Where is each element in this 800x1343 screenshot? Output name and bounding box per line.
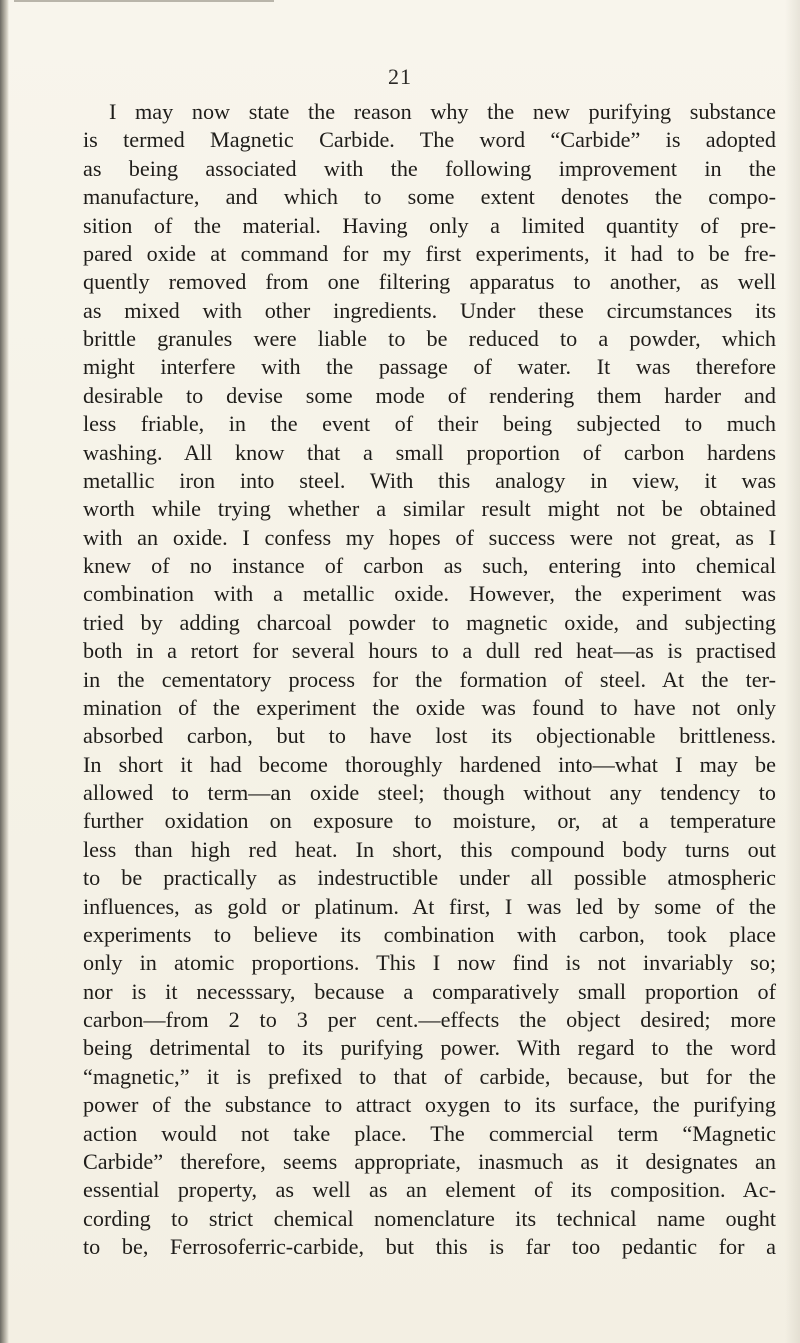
text-line: further oxidation on exposure to moisture, or, at a temperature	[83, 808, 776, 834]
text-line: tried by adding charcoal powder to magnetic oxide, and subjecting	[83, 609, 776, 635]
text-line: desirable to devise some mode of rendering them harder and	[83, 382, 776, 408]
text-line: influences, as gold or platinum. At first, I was led by some of the	[83, 893, 776, 919]
page-top-edge-mark	[14, 0, 274, 2]
text-line: knew of no instance of carbon as such, entering into chemical	[83, 553, 776, 578]
text-line: action would not take place. The commercial term “Magnetic	[83, 1120, 776, 1146]
text-line: might interfere with the passage of water. It was therefore	[83, 354, 776, 380]
text-line: as being associated with the following improvement in the	[83, 155, 776, 181]
text-line: combination with a metallic oxide. However, the experiment was	[83, 581, 776, 607]
text-line: quently removed from one filtering apparatus to another, as well	[83, 269, 776, 295]
text-line: pared oxide at command for my first experiments, it had to be fre-	[83, 240, 776, 266]
text-line: to be practically as indestructible under all possible atmospheric	[83, 865, 776, 891]
text-line: “magnetic,” it is prefixed to that of carbide, because, but for the	[83, 1063, 776, 1089]
text-line: in the cementatory process for the formation of steel. At the ter-	[83, 666, 776, 692]
text-line: with an oxide. I confess my hopes of success were not great, as I	[83, 524, 776, 550]
body-text	[83, 98, 776, 1261]
text-line: to be, Ferrosoferric-carbide, but this is far too pedantic for a	[83, 1234, 776, 1259]
text-line: less than high red heat. In short, this compound body turns out	[83, 836, 776, 862]
text-line: both in a retort for several hours to a dull red heat—as is practised	[83, 638, 776, 664]
text-line: experiments to believe its combination with carbon, took place	[83, 921, 776, 947]
text-line: brittle granules were liable to be reduced to a powder, which	[83, 326, 776, 351]
text-line: being detrimental to its purifying power. With regard to the word	[83, 1035, 776, 1061]
text-line: Carbide” therefore, seems appropriate, inasmuch as it designates an	[83, 1148, 776, 1174]
text-line: In short it had become thoroughly hardened into—what I may be	[83, 751, 776, 777]
text-line: metallic iron into steel. With this analogy in view, it was	[83, 467, 776, 493]
text-line: only in atomic proportions. This I now find is not invariably so;	[83, 950, 776, 976]
text-line: mination of the experiment the oxide was found to have not only	[83, 694, 776, 720]
text-line: I may now state the reason why the new purifying substance	[109, 99, 776, 124]
page-number: 21	[388, 64, 412, 89]
page-right-margin	[785, 0, 800, 1343]
text-line: manufacture, and which to some extent denotes the compo-	[83, 184, 776, 210]
text-line: essential property, as well as an element of its composition. Ac-	[83, 1177, 776, 1203]
text-line: cording to strict chemical nomenclature its technical name ought	[83, 1205, 776, 1231]
text-line: less friable, in the event of their being subjected to much	[83, 411, 776, 437]
text-line: is termed Magnetic Carbide. The word “Carbide” is adopted	[83, 127, 776, 153]
page-left-edge-shadow	[0, 0, 9, 1343]
text-line: power of the substance to attract oxygen to its surface, the purifying	[83, 1092, 776, 1118]
text-line: worth while trying whether a similar result might not be obtained	[83, 496, 776, 522]
text-line: nor is it necesssary, because a comparatively small proportion of	[83, 978, 776, 1004]
text-line: sition of the material. Having only a limited quantity of pre-	[83, 212, 776, 238]
text-line: absorbed carbon, but to have lost its objectionable brittleness.	[83, 723, 776, 749]
text-line: carbon—from 2 to 3 per cent.—effects the object desired; more	[83, 1007, 776, 1032]
text-line: allowed to term—an oxide steel; though without any tendency to	[83, 780, 776, 805]
text-line: washing. All know that a small proportion of carbon hardens	[83, 439, 776, 465]
text-line: as mixed with other ingredients. Under these circumstances its	[83, 297, 776, 323]
